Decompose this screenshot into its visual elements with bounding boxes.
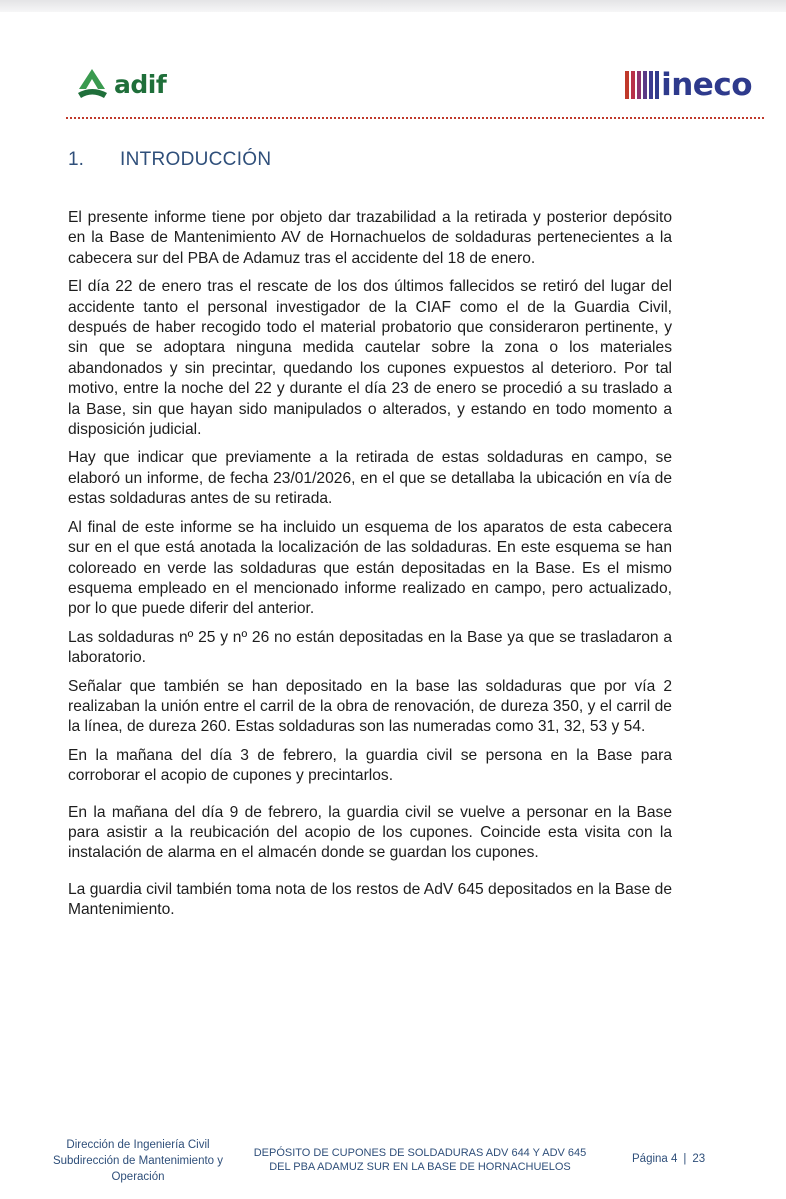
- paragraph: Señalar que también se han depositado en la base las soldaduras que por vía 2 realizaban la unión entre el carril de la obra de renovación, de dureza 350, y el carril de la línea, de dureza 260. Estas soldaduras son las numeradas como 31, 32, 53 y 54.: [68, 677, 672, 736]
- body-content: [68, 208, 672, 929]
- page-total: 23: [692, 1153, 706, 1165]
- paragraph: Al final de este informe se ha incluido un esquema de los aparatos de esta cabecera sur en el que está anotada la localización de las soldaduras. En este esquema se han coloreado en verde las soldaduras que están depositadas en la Base. Es el mismo esquema empleado en el mencionado informe realizado en campo, pero actualizado, por lo que puede diferir del anterior.: [68, 518, 672, 618]
- paragraph: En la mañana del día 9 de febrero, la guardia civil se vuelve a personar en la Base para asistir a la reubicación del acopio de los cupones. Coincide esta visita con la instalación de alarma en el almacén donde se guardan los cupones.: [68, 803, 672, 862]
- adif-leaf-icon: [74, 67, 110, 101]
- section-title: INTRODUCCIÓN: [120, 149, 272, 170]
- paragraph: El día 22 de enero tras el rescate de los dos últimos fallecidos se retiró del lugar del accidente tanto el personal investigador de la CIAF como el de la Guardia Civil, después de haber recogido todo el material probatorio que consideraron pertinente, y sin que se adoptara ninguna medida cautelar sobre la zona o los materiales abandonados y sin precintar, quedando los cupones expuestos al deterioro. Por tal motivo, entre la noche del 22 y durante el día 23 de enero se procedió a su traslado a la Base, sin que hayan sido manipulados o alterados, y estando en todo momento a disposición judicial.: [68, 278, 672, 439]
- window-top-shade: [0, 0, 786, 12]
- footer-department-line: Subdirección de Mantenimiento y: [52, 1155, 224, 1167]
- footer-department-line: Dirección de Ingeniería Civil: [66, 1139, 210, 1151]
- paragraph: La guardia civil también toma nota de los restos de AdV 645 depositados en la Base de Mantenimiento.: [68, 880, 672, 919]
- ineco-logo-text: ineco: [661, 67, 752, 103]
- footer-page-number: [632, 1153, 752, 1165]
- page-footer: [0, 1135, 786, 1195]
- page-header: [0, 12, 786, 122]
- footer-document-title: [240, 1146, 600, 1174]
- header-dotted-rule: [66, 117, 764, 119]
- footer-title-line: DEL PBA ADAMUZ SUR EN LA BASE DE HORNACHUELOS: [269, 1161, 571, 1173]
- ineco-logo: [625, 66, 752, 104]
- paragraph: Hay que indicar que previamente a la retirada de estas soldaduras en campo, se elaboró un informe, de fecha 23/01/2026, en el que se detallaba la ubicación en vía de estas soldaduras antes de su retirada.: [68, 449, 672, 508]
- paragraph: Las soldaduras nº 25 y nº 26 no están depositadas en la Base ya que se trasladaron a laboratorio.: [68, 628, 672, 667]
- footer-department: [20, 1137, 256, 1185]
- paragraph: En la mañana del día 3 de febrero, la guardia civil se persona en la Base para corroborar el acopio de cupones y precintarlos.: [68, 746, 672, 785]
- adif-logo-text: adif: [114, 69, 167, 99]
- footer-title-line: DEPÓSITO DE CUPONES DE SOLDADURAS ADV 644 Y ADV 645: [253, 1147, 587, 1159]
- page-label: Página 4: [632, 1153, 678, 1165]
- footer-department-line: Operación: [111, 1171, 165, 1183]
- section-number: 1.: [68, 149, 84, 170]
- adif-logo: [74, 66, 166, 102]
- section-heading: [68, 149, 728, 171]
- page-separator: |: [683, 1153, 687, 1165]
- ineco-bars-icon: [625, 69, 659, 101]
- paragraph: El presente informe tiene por objeto dar trazabilidad a la retirada y posterior depósito en la Base de Mantenimiento AV de Hornachuelos de soldaduras pertenecientes a la cabecera sur del PBA de Adamuz tras el accidente del 18 de enero.: [68, 209, 672, 267]
